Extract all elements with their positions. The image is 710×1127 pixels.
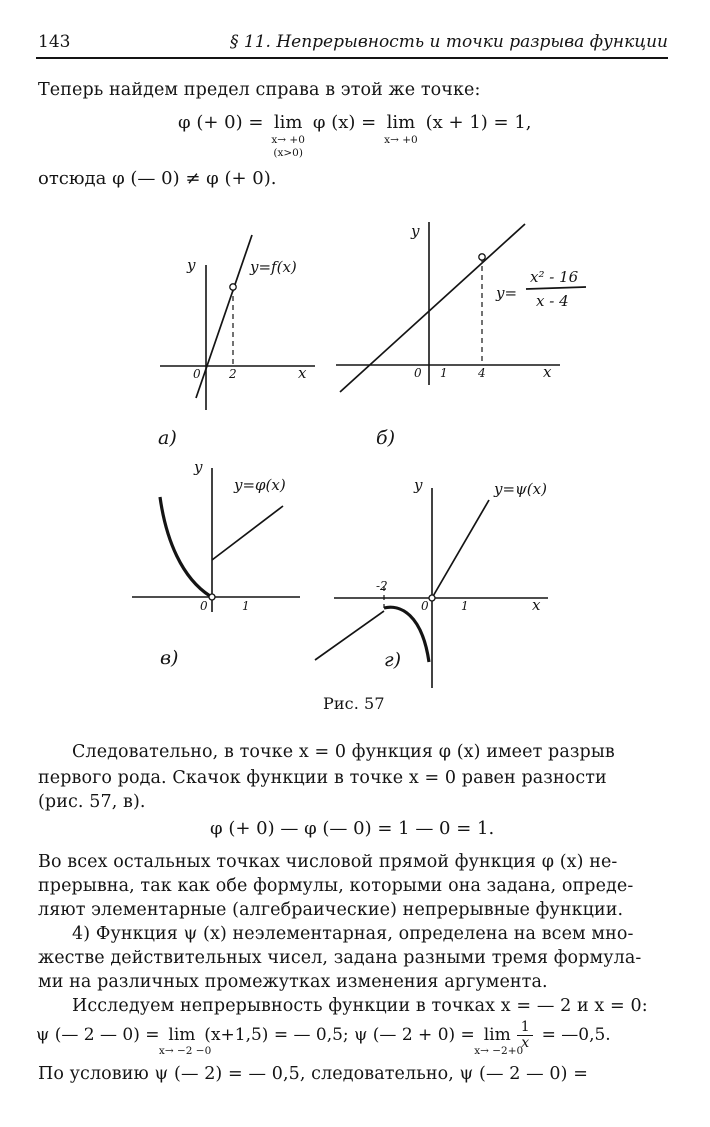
formula1-lim1-sub1: x→ +0	[271, 134, 305, 146]
panel-b-y-label: y	[411, 222, 420, 240]
panel-g-func-label: y=ψ(x)	[494, 480, 547, 498]
panel-g-right-branch	[432, 500, 489, 598]
formula1-lim2-sub: x→ +0	[384, 134, 418, 146]
formula3-frac-num: 1	[517, 1020, 533, 1036]
para3-line2: жестве действительных чисел, задана разными тремя формула-	[38, 948, 642, 968]
panel-g-tick-1: 1	[461, 599, 469, 613]
para1-line2: первого рода. Скачок функции в точке x = 0 равен разности	[38, 768, 607, 788]
formula1-mid: φ (x) =	[307, 112, 382, 133]
running-header-title: § 11. Непрерывность и точки разрыва функции	[230, 32, 668, 52]
panel-a	[158, 235, 315, 449]
intro-conclusion: отсюда φ (— 0) ≠ φ (+ 0).	[38, 168, 277, 189]
panel-v-origin-point	[209, 594, 215, 600]
panel-a-x-label: x	[298, 364, 307, 382]
para3-line1: 4) Функция ψ (x) неэлементарная, определена на всем мно-	[72, 924, 634, 944]
page-number: 143	[38, 32, 71, 52]
para1-line1: Следовательно, в точке x = 0 функция φ (x) имеет разрыв	[72, 742, 615, 762]
panel-b-func-num: x² - 16	[530, 268, 579, 286]
panel-b-x-label: x	[543, 363, 552, 381]
formula3-part1: ψ (— 2 — 0) =	[36, 1025, 165, 1045]
panel-v-parabola-branch	[160, 497, 210, 596]
panel-b-hole-point	[479, 254, 485, 260]
panel-g-y-label: y	[414, 476, 423, 494]
panel-g	[315, 476, 548, 688]
panel-b-caption: б)	[376, 427, 396, 449]
panel-a-caption: а)	[158, 427, 177, 449]
formula1-lhs: φ (+ 0) =	[178, 112, 270, 133]
panel-v	[132, 458, 300, 669]
panel-v-tick-1: 1	[242, 599, 250, 613]
formula3-part2: (x+1,5) = — 0,5; ψ (— 2 + 0) =	[198, 1025, 481, 1045]
panel-v-caption: в)	[160, 647, 179, 669]
panel-b-frac-bar	[526, 287, 586, 289]
formula3-lim2: lim x→ −2+0	[474, 1025, 524, 1057]
panel-g-caption: г)	[384, 649, 402, 671]
panel-a-tick-0: 0	[193, 367, 201, 381]
para4-line1: Исследуем непрерывность функции в точках x = — 2 и x = 0:	[72, 996, 648, 1016]
formula-jump: φ (+ 0) — φ (— 0) = 1 — 0 = 1.	[210, 818, 495, 839]
panel-b-tick-4: 4	[478, 366, 486, 380]
panel-b-graph-line	[340, 224, 525, 392]
panel-a-point	[230, 284, 236, 290]
panel-b-func-den: x - 4	[536, 292, 569, 310]
formula1-rhs: (x + 1) = 1,	[419, 112, 532, 133]
formula3-lim1-sub: x→ −2 −0	[158, 1045, 212, 1057]
para2-line2: прерывна, так как обе формулы, которыми она задана, опреде-	[38, 876, 634, 896]
para1-line3: (рис. 57, в).	[38, 792, 146, 812]
para2-line1: Во всех остальных точках числовой прямой функция φ (x) не-	[38, 852, 618, 872]
last-line: По условию ψ (— 2) = — 0,5, следовательно, ψ (— 2 — 0) =	[38, 1064, 588, 1084]
panel-g-tick-neg2: -2	[376, 579, 388, 593]
formula1-lim2: lim x→ +0	[382, 112, 420, 133]
formula1-lim1: lim x→ +0 (x>0)	[269, 112, 307, 133]
panel-g-origin-point	[429, 595, 435, 601]
panel-v-y-label: y	[194, 458, 203, 476]
panel-g-x-label: x	[532, 596, 541, 614]
panel-a-func-label: y=f(x)	[250, 258, 297, 276]
figure-caption: Рис. 57	[323, 694, 385, 713]
formula3-lim2-sub: x→ −2+0	[474, 1045, 524, 1057]
para2-line3: ляют элементарные (алгебраические) непрерывные функции.	[38, 900, 624, 920]
panel-b-tick-1: 1	[440, 366, 448, 380]
panel-g-left-branch	[315, 611, 384, 660]
panel-a-graph-line	[196, 235, 252, 398]
panel-g-tick-0: 0	[421, 599, 429, 613]
panel-b-func-lhs: y=	[496, 284, 518, 302]
panel-b-tick-0: 0	[414, 366, 422, 380]
formula-psi-limits	[36, 1019, 611, 1057]
panel-b	[336, 222, 586, 449]
panel-v-tick-0: 0	[200, 599, 208, 613]
panel-a-tick-2: 2	[229, 367, 237, 381]
formula3-part3: = —0,5.	[536, 1025, 611, 1045]
formula1-lim1-sub2: (x>0)	[273, 147, 303, 159]
intro-line: Теперь найдем предел справа в этой же точке:	[38, 80, 481, 100]
panel-v-func-label: y=φ(x)	[234, 476, 286, 494]
formula3-lim1: lim x→ −2 −0	[158, 1025, 212, 1057]
formula3-frac-den: x	[521, 1035, 530, 1051]
para3-line3: ми на различных промежутках изменения аргумента.	[38, 972, 548, 992]
panel-v-linear-branch	[212, 506, 283, 560]
panel-a-y-label: y	[187, 256, 196, 274]
